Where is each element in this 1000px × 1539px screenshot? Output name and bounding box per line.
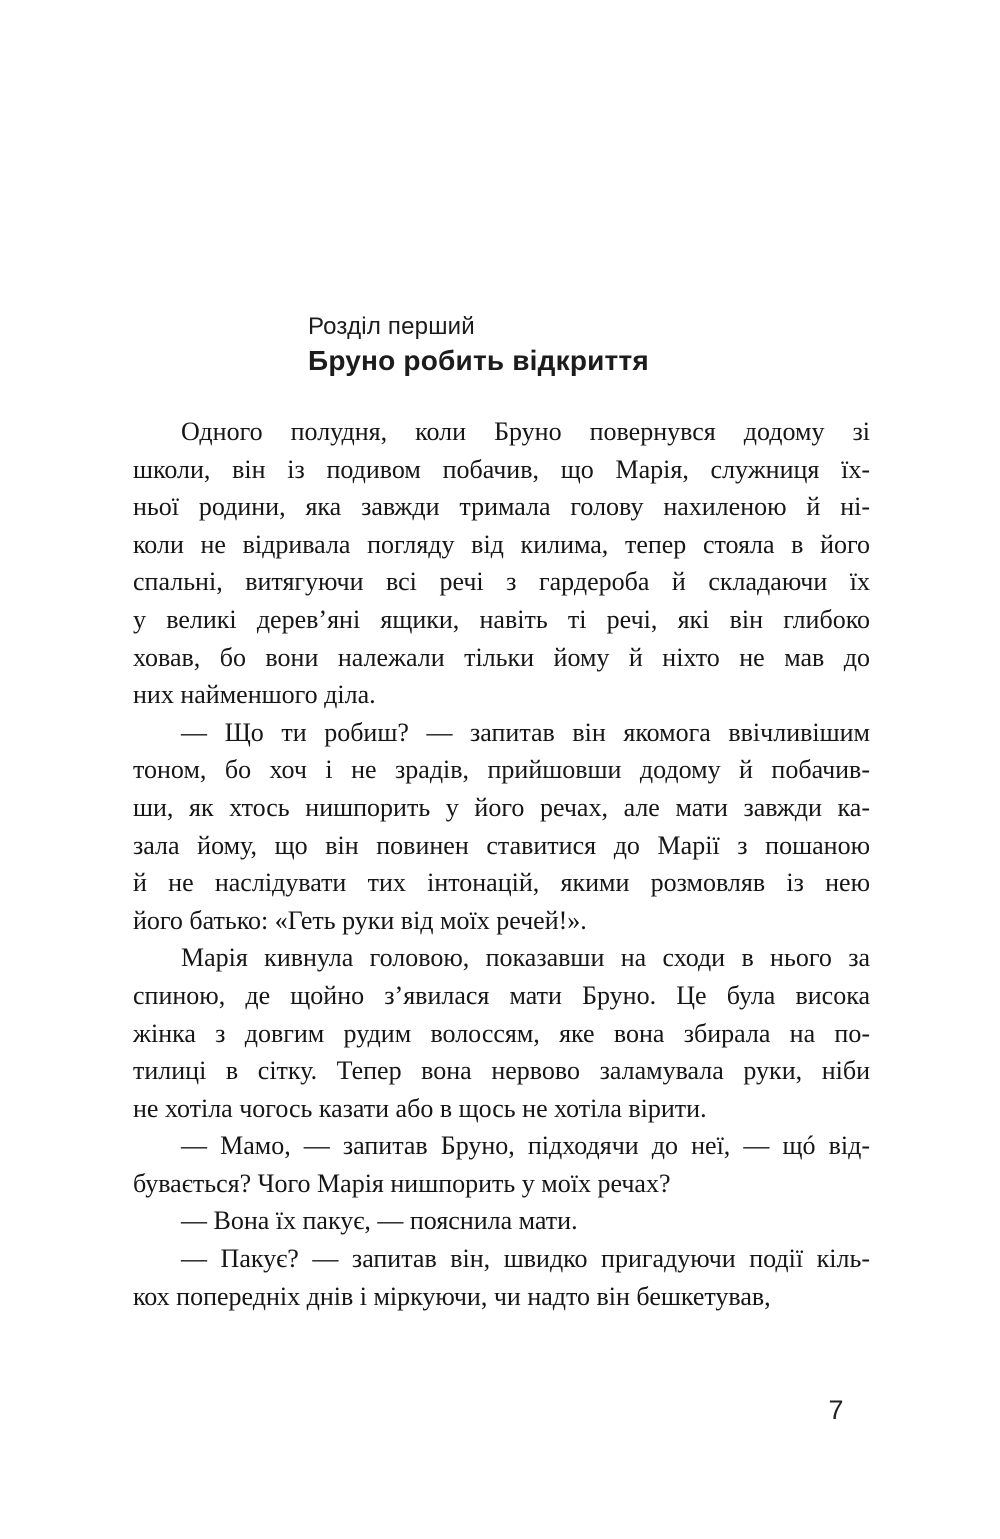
text-line: школи, він із подивом побачив, що Марія, служниця їх- xyxy=(133,454,870,484)
text-line: ньої родини, яка завжди тримала голову нахиленою й ні- xyxy=(133,492,870,522)
text-line: ховав, бо вони належали тільки йому й ніхто не мав до xyxy=(133,642,870,672)
text-line: коли не відривала погляду від килима, тепер стояла в його xyxy=(133,529,870,559)
text-line: й не наслідувати тих інтонацій, якими розмовляв із нею xyxy=(133,868,870,898)
page-number: 7 xyxy=(828,1395,844,1425)
text-line: Марія кивнула головою, показавши на сходи в нього за xyxy=(181,943,870,973)
text-line: кох попередніх днів і міркуючи, чи надто він бешкетував, xyxy=(133,1281,771,1311)
chapter-heading xyxy=(308,311,649,379)
text-line: — Вона їх пакує, — пояснила мати. xyxy=(181,1206,578,1236)
text-line: — Мамо, — запитав Бруно, підходячи до неї, — щó від- xyxy=(181,1131,870,1161)
text-line: тоном, бо хоч і не зрадів, прийшовши додому й побачив- xyxy=(133,755,870,785)
text-line: Одного полудня, коли Бруно повернувся додому зі xyxy=(181,417,870,446)
text-line: не хотіла чогось казати або в щось не хотіла вірити. xyxy=(133,1093,707,1123)
text-line: них найменшого діла. xyxy=(133,680,376,710)
body-text xyxy=(133,413,870,1315)
text-line: ши, як хтось нишпорить у його речах, але мати завжди ка- xyxy=(133,792,870,822)
chapter-kicker: Розділ перший xyxy=(308,313,475,340)
text-line: — Що ти робиш? — запитав він якомога ввічливішим xyxy=(181,717,870,747)
text-line: бувається? Чого Марія нишпорить у моїх речах? xyxy=(133,1168,671,1198)
text-line: тилиці в сітку. Тепер вона нервово заламувала руки, ніби xyxy=(133,1056,870,1086)
text-line: спальні, витягуючи всі речі з гардероба й складаючи їх xyxy=(133,567,870,597)
text-line: у великі дерев’яні ящики, навіть ті речі, які він глибоко xyxy=(133,604,870,634)
text-line: зала йому, що він повинен ставитися до Марії з пошаною xyxy=(133,830,870,860)
text-line: жінка з довгим рудим волоссям, яке вона збирала на по- xyxy=(133,1018,870,1048)
text-line: спиною, де щойно з’явилася мати Бруно. Це була висока xyxy=(133,980,870,1010)
text-line: його батько: «Геть руки від моїх речей!». xyxy=(133,905,587,935)
text-line: — Пакує? — запитав він, швидко пригадуючи події кіль- xyxy=(181,1244,870,1274)
chapter-title: Бруно робить відкриття xyxy=(308,345,649,376)
